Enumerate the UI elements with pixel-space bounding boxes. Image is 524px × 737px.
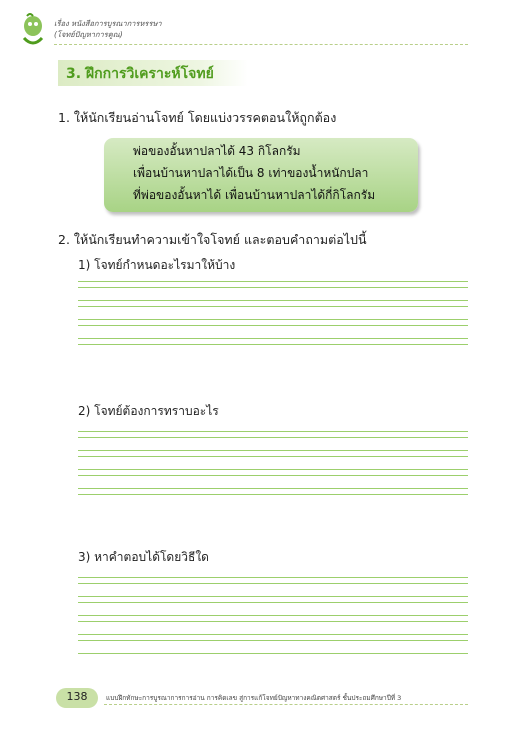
running-header [54,18,162,40]
answer-lines-2[interactable] [78,431,468,495]
footer-title: แบบฝึกทักษะการบูรณาการการอ่าน การคิดเลข สู่การแก้โจทย์ปัญหาทางคณิตศาสตร์ ชั้นประถมศึกษาปีที่ 3 [106,694,402,702]
problem-line-3: ที่พ่อของอั้นหาได้ เพื่อนบ้านหาปลาได้กี่กิโลกรัม [133,188,376,202]
section-title: 3. ฝึกการวิเคราะห์โจทย์ [66,66,214,82]
question-1: 1. ให้นักเรียนอ่านโจทย์ โดยแบ่งวรรคตอนให้ถูกต้อง [58,110,337,125]
sub-question-1: 1) โจทย์กำหนดอะไรมาให้บ้าง [78,258,236,272]
mascot-logo-icon [18,12,48,48]
footer-divider [104,704,468,705]
sub-question-3: 3) หาคำตอบได้โดยวิธีใด [78,550,209,564]
header-line-2: (โจทย์ปัญหาการคูณ) [54,30,123,39]
problem-line-1: พ่อของอั้นหาปลาได้ 43 กิโลกรัม [133,144,301,158]
answer-lines-3[interactable] [78,577,468,654]
question-2: 2. ให้นักเรียนทำความเข้าใจโจทย์ และตอบคำถามต่อไปนี้ [58,232,367,247]
answer-lines-1[interactable] [78,281,468,345]
page-number: 138 [66,690,88,703]
problem-line-2: เพื่อนบ้านหาปลาได้เป็น 8 เท่าของน้ำหนักปลา [133,166,369,180]
sub-question-2: 2) โจทย์ต้องการทราบอะไร [78,404,219,418]
header-divider [54,44,468,45]
header-line-1: เรื่อง หนังสือการบูรณาการหรรษา [54,19,162,28]
